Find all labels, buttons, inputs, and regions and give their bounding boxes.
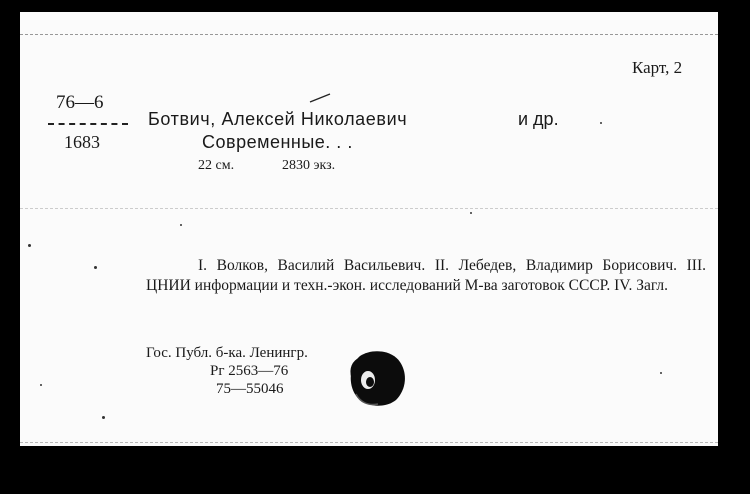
accession-number: 75—55046 <box>216 381 284 397</box>
scan-speck <box>600 122 602 124</box>
book-title: Современные. . . <box>202 132 353 152</box>
classification-number: 76—6 <box>56 92 104 113</box>
library-name: Гос. Публ. б-ка. Ленингр. <box>146 345 308 361</box>
bottom-dashed-rule <box>20 442 718 443</box>
catalog-card <box>20 12 718 446</box>
tracings-note: I. Волков, Василий Васильевич. II. Лебедев, Владимир Борисович. III. ЦНИИ информации и техн.-экон. исследований М-ва заготовок СССР. IV. Загл. <box>146 257 706 294</box>
author-heading: Ботвич, Алексей Николаевич <box>148 109 408 129</box>
scan-speck <box>94 266 97 269</box>
scan-speck <box>40 384 42 386</box>
scan-speck <box>28 244 31 247</box>
book-size: 22 см. <box>198 158 235 173</box>
card-number: Карт, 2 <box>632 58 683 77</box>
scan-speck <box>470 212 472 214</box>
pen-mark <box>308 92 332 104</box>
author-et-al: и др. <box>518 109 559 129</box>
classification-divider <box>48 123 128 125</box>
author-mark: 1683 <box>64 132 100 152</box>
scan-speck <box>180 224 182 226</box>
top-dashed-rule <box>20 34 718 35</box>
ink-blot-stamp <box>346 350 408 408</box>
middle-dashed-rule <box>20 208 718 209</box>
scan-speck <box>102 416 105 419</box>
scan-speck <box>660 372 662 374</box>
rg-number: Рг 2563—76 <box>210 363 289 379</box>
print-run: 2830 экз. <box>282 158 336 173</box>
